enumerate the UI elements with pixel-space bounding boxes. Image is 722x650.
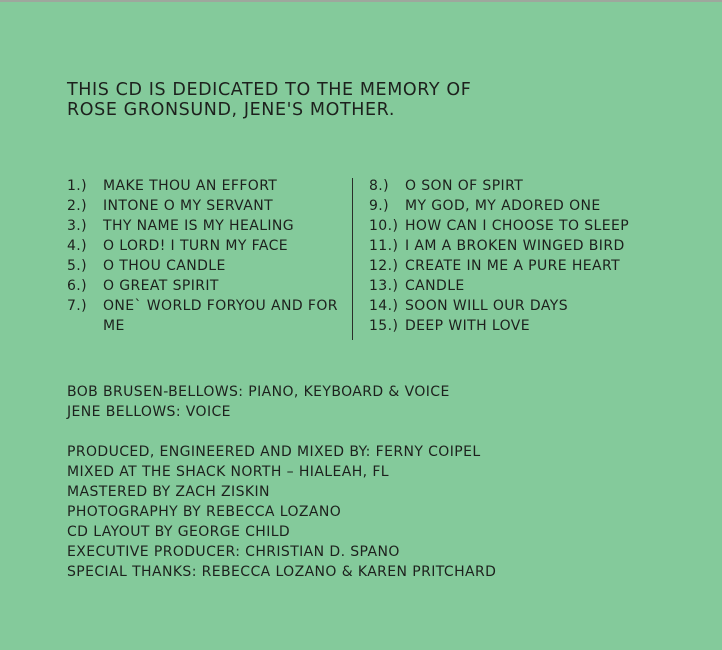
production-credit-line: PHOTOGRAPHY BY REBECCA LOZANO: [67, 504, 342, 520]
track-item: [369, 176, 669, 196]
performer-credit-line: BOB BRUSEN-BELLOWS: PIANO, KEYBOARD & VOICE: [67, 384, 450, 400]
track-number: 14.): [369, 298, 399, 314]
dedication-line-1: THIS CD IS DEDICATED TO THE MEMORY OF: [67, 80, 472, 100]
production-credit-line: EXECUTIVE PRODUCER: CHRISTIAN D. SPANO: [67, 544, 400, 560]
track-item: [67, 216, 347, 236]
track-number: 1.): [67, 178, 88, 194]
track-number: 4.): [67, 238, 88, 254]
track-title: MAKE THOU AN EFFORT: [103, 178, 278, 194]
track-item: [369, 296, 669, 316]
top-edge-line: [0, 0, 722, 2]
production-credit-line: MASTERED BY ZACH ZISKIN: [67, 484, 270, 500]
track-item: [67, 176, 347, 196]
track-title: O LORD! I TURN MY FACE: [103, 238, 288, 254]
track-number: 12.): [369, 258, 399, 274]
track-title: INTONE O MY SERVANT: [103, 198, 274, 214]
performer-credit-line: JENE BELLOWS: VOICE: [67, 404, 231, 420]
track-number: 8.): [369, 178, 390, 194]
track-item: [369, 236, 669, 256]
track-item: [369, 316, 669, 336]
track-item: [67, 236, 347, 256]
production-credit-line: PRODUCED, ENGINEERED AND MIXED BY: FERNY COIPEL: [67, 444, 481, 460]
track-title: CANDLE: [405, 278, 465, 294]
track-item: [369, 196, 669, 216]
track-item: [67, 196, 347, 216]
track-number: 3.): [67, 218, 88, 234]
track-number: 13.): [369, 278, 399, 294]
track-item: [369, 276, 669, 296]
track-title: HOW CAN I CHOOSE TO SLEEP: [405, 218, 630, 234]
column-divider: [352, 178, 353, 340]
dedication: [67, 80, 687, 120]
track-title: I AM A BROKEN WINGED BIRD: [405, 238, 625, 254]
track-number: 5.): [67, 258, 88, 274]
dedication-line-2: ROSE GRONSUND, JENE'S MOTHER.: [67, 100, 395, 120]
production-credits: [67, 442, 496, 582]
track-number: 10.): [369, 218, 399, 234]
track-item: [67, 296, 347, 336]
track-title: CREATE IN ME A PURE HEART: [405, 258, 621, 274]
track-title: THY NAME IS MY HEALING: [103, 218, 295, 234]
track-list-left: [67, 176, 347, 336]
production-credit-line: MIXED AT THE SHACK NORTH – HIALEAH, FL: [67, 464, 390, 480]
track-title: MY GOD, MY ADORED ONE: [405, 198, 601, 214]
track-title: DEEP WITH LOVE: [405, 318, 530, 334]
track-number: 6.): [67, 278, 88, 294]
track-number: 11.): [369, 238, 399, 254]
track-title: SOON WILL OUR DAYS: [405, 298, 568, 314]
track-title: O GREAT SPIRIT: [103, 278, 219, 294]
track-title: O THOU CANDLE: [103, 258, 226, 274]
track-number: 2.): [67, 198, 88, 214]
production-credit-line: SPECIAL THANKS: REBECCA LOZANO & KAREN PRITCHARD: [67, 564, 497, 580]
track-title: ONE` WORLD FORYOU AND FOR ME: [103, 298, 338, 334]
track-number: 7.): [67, 298, 88, 314]
track-item: [67, 256, 347, 276]
track-list-right: [369, 176, 669, 336]
track-item: [67, 276, 347, 296]
track-number: 9.): [369, 198, 390, 214]
track-number: 15.): [369, 318, 399, 334]
track-item: [369, 216, 669, 236]
production-credit-line: CD LAYOUT BY GEORGE CHILD: [67, 524, 291, 540]
track-item: [369, 256, 669, 276]
performer-credits: [67, 382, 450, 422]
track-title: O SON OF SPIRT: [405, 178, 524, 194]
